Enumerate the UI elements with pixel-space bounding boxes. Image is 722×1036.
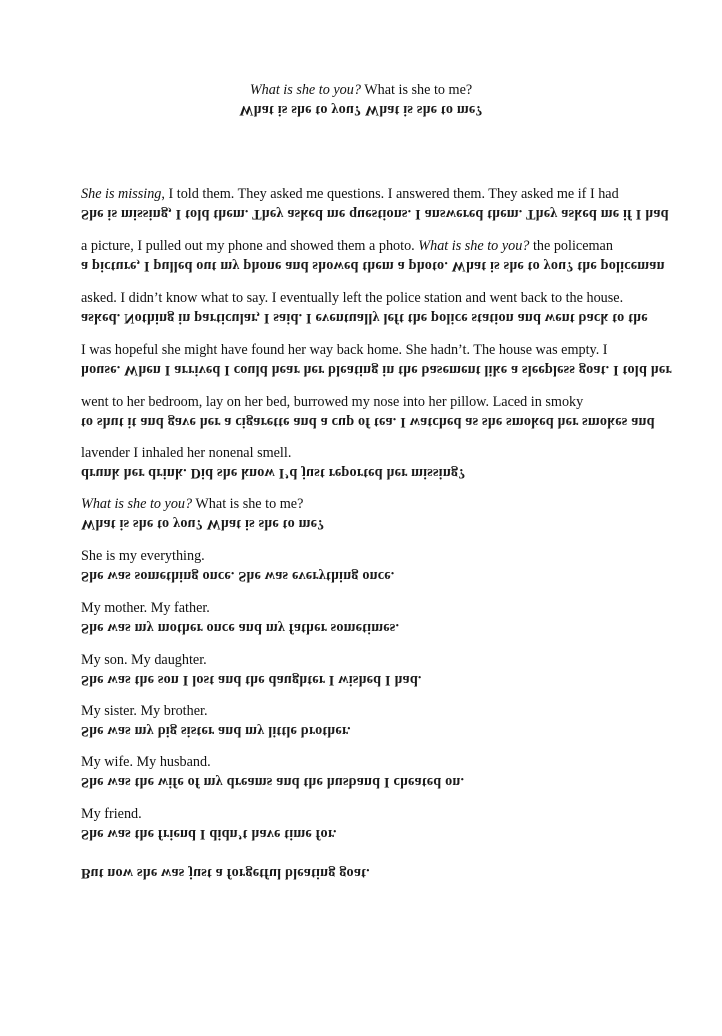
verse-mirror-line-son-daughter: She was the son I lost and the daughter I wished I had.	[81, 672, 422, 688]
paragraph-text: , I told them. They asked me questions. I answered them. They asked me if I had	[161, 186, 619, 202]
paragraph-line-2	[81, 238, 681, 255]
paragraph-line-3: asked. I didn’t know what to say. I eventually left the police station and went back to the house.	[81, 290, 624, 306]
paragraph-italic-mid: What is she to you?	[418, 238, 530, 254]
verse-line-sister-brother: My sister. My brother.	[81, 703, 208, 719]
title-italic: What is she to you?	[249, 82, 361, 98]
paragraph-text-before: a picture, I pulled out my phone and showed them a photo.	[81, 238, 419, 254]
paragraph-text-after: the policeman	[529, 238, 613, 254]
paragraph-line-6: lavender I inhaled her nonenal smell.	[81, 445, 292, 461]
refrain-rest: What is she to me?	[192, 496, 304, 512]
paragraph-mirror-line-3: asked. Nothing in particular, I said. I eventually left the police station and went back to the	[81, 310, 648, 326]
verse-line-mother-father: My mother. My father.	[81, 600, 210, 616]
paragraph-line-5: went to her bedroom, lay on her bed, burrowed my nose into her pillow. Laced in smoky	[81, 394, 584, 410]
title-line	[0, 82, 722, 99]
verse-mirror-line-sister-brother: She was my big sister and my little brother.	[81, 723, 351, 739]
verse-line-wife-husband: My wife. My husband.	[81, 754, 211, 770]
title-rest: What is she to me?	[360, 82, 473, 98]
verse-mirror-line-everything: She was something once. She was everything once.	[81, 568, 395, 584]
paragraph-italic-lead: She is missing	[81, 186, 162, 202]
paragraph-mirror-line-6: drunk her drink. Did she know I’d just reported her missing?	[81, 465, 466, 481]
paragraph-mirror-line-5: to shut it and gave her a cigarette and a cup of tea. I watched as she smoked her smokes and	[81, 414, 655, 430]
paragraph-line-4: I was hopeful she might have found her way back home. She hadn’t. The house was empty. I	[81, 342, 608, 358]
verse-line-son-daughter: My son. My daughter.	[81, 652, 207, 668]
verse-mirror-line-friend: She was the friend I didn’t have time for.	[81, 826, 337, 842]
paragraph-mirror-line-2: a picture, I pulled out my phone and showed them a photo. What is she to you? the policeman	[81, 258, 665, 274]
refrain-mirror-line: What is she to you? What is she to me?	[81, 516, 325, 532]
paragraph-line-1	[81, 186, 681, 203]
title-mirror-line: What is she to you? What is she to me?	[239, 102, 483, 118]
refrain-italic: What is she to you?	[81, 496, 193, 512]
paragraph-mirror-line-4: house. When I arrived I could hear her bleating in the basement like a sleepless goat. I told her	[81, 362, 672, 378]
paragraph-mirror-line-1: She is missing, I told them. They asked me questions. I answered them. They asked me if I had	[81, 206, 669, 222]
verse-mirror-line-wife-husband: She was the wife of my dreams and the husband I cheated on.	[81, 774, 465, 790]
refrain-line	[81, 496, 681, 513]
verse-line-friend: My friend.	[81, 806, 142, 822]
verse-mirror-line-mother-father: She was my mother once and my father sometimes.	[81, 620, 400, 636]
closing-mirror-line: But now she was just a forgetful bleating goat.	[81, 865, 370, 881]
verse-line-everything: She is my everything.	[81, 548, 205, 564]
